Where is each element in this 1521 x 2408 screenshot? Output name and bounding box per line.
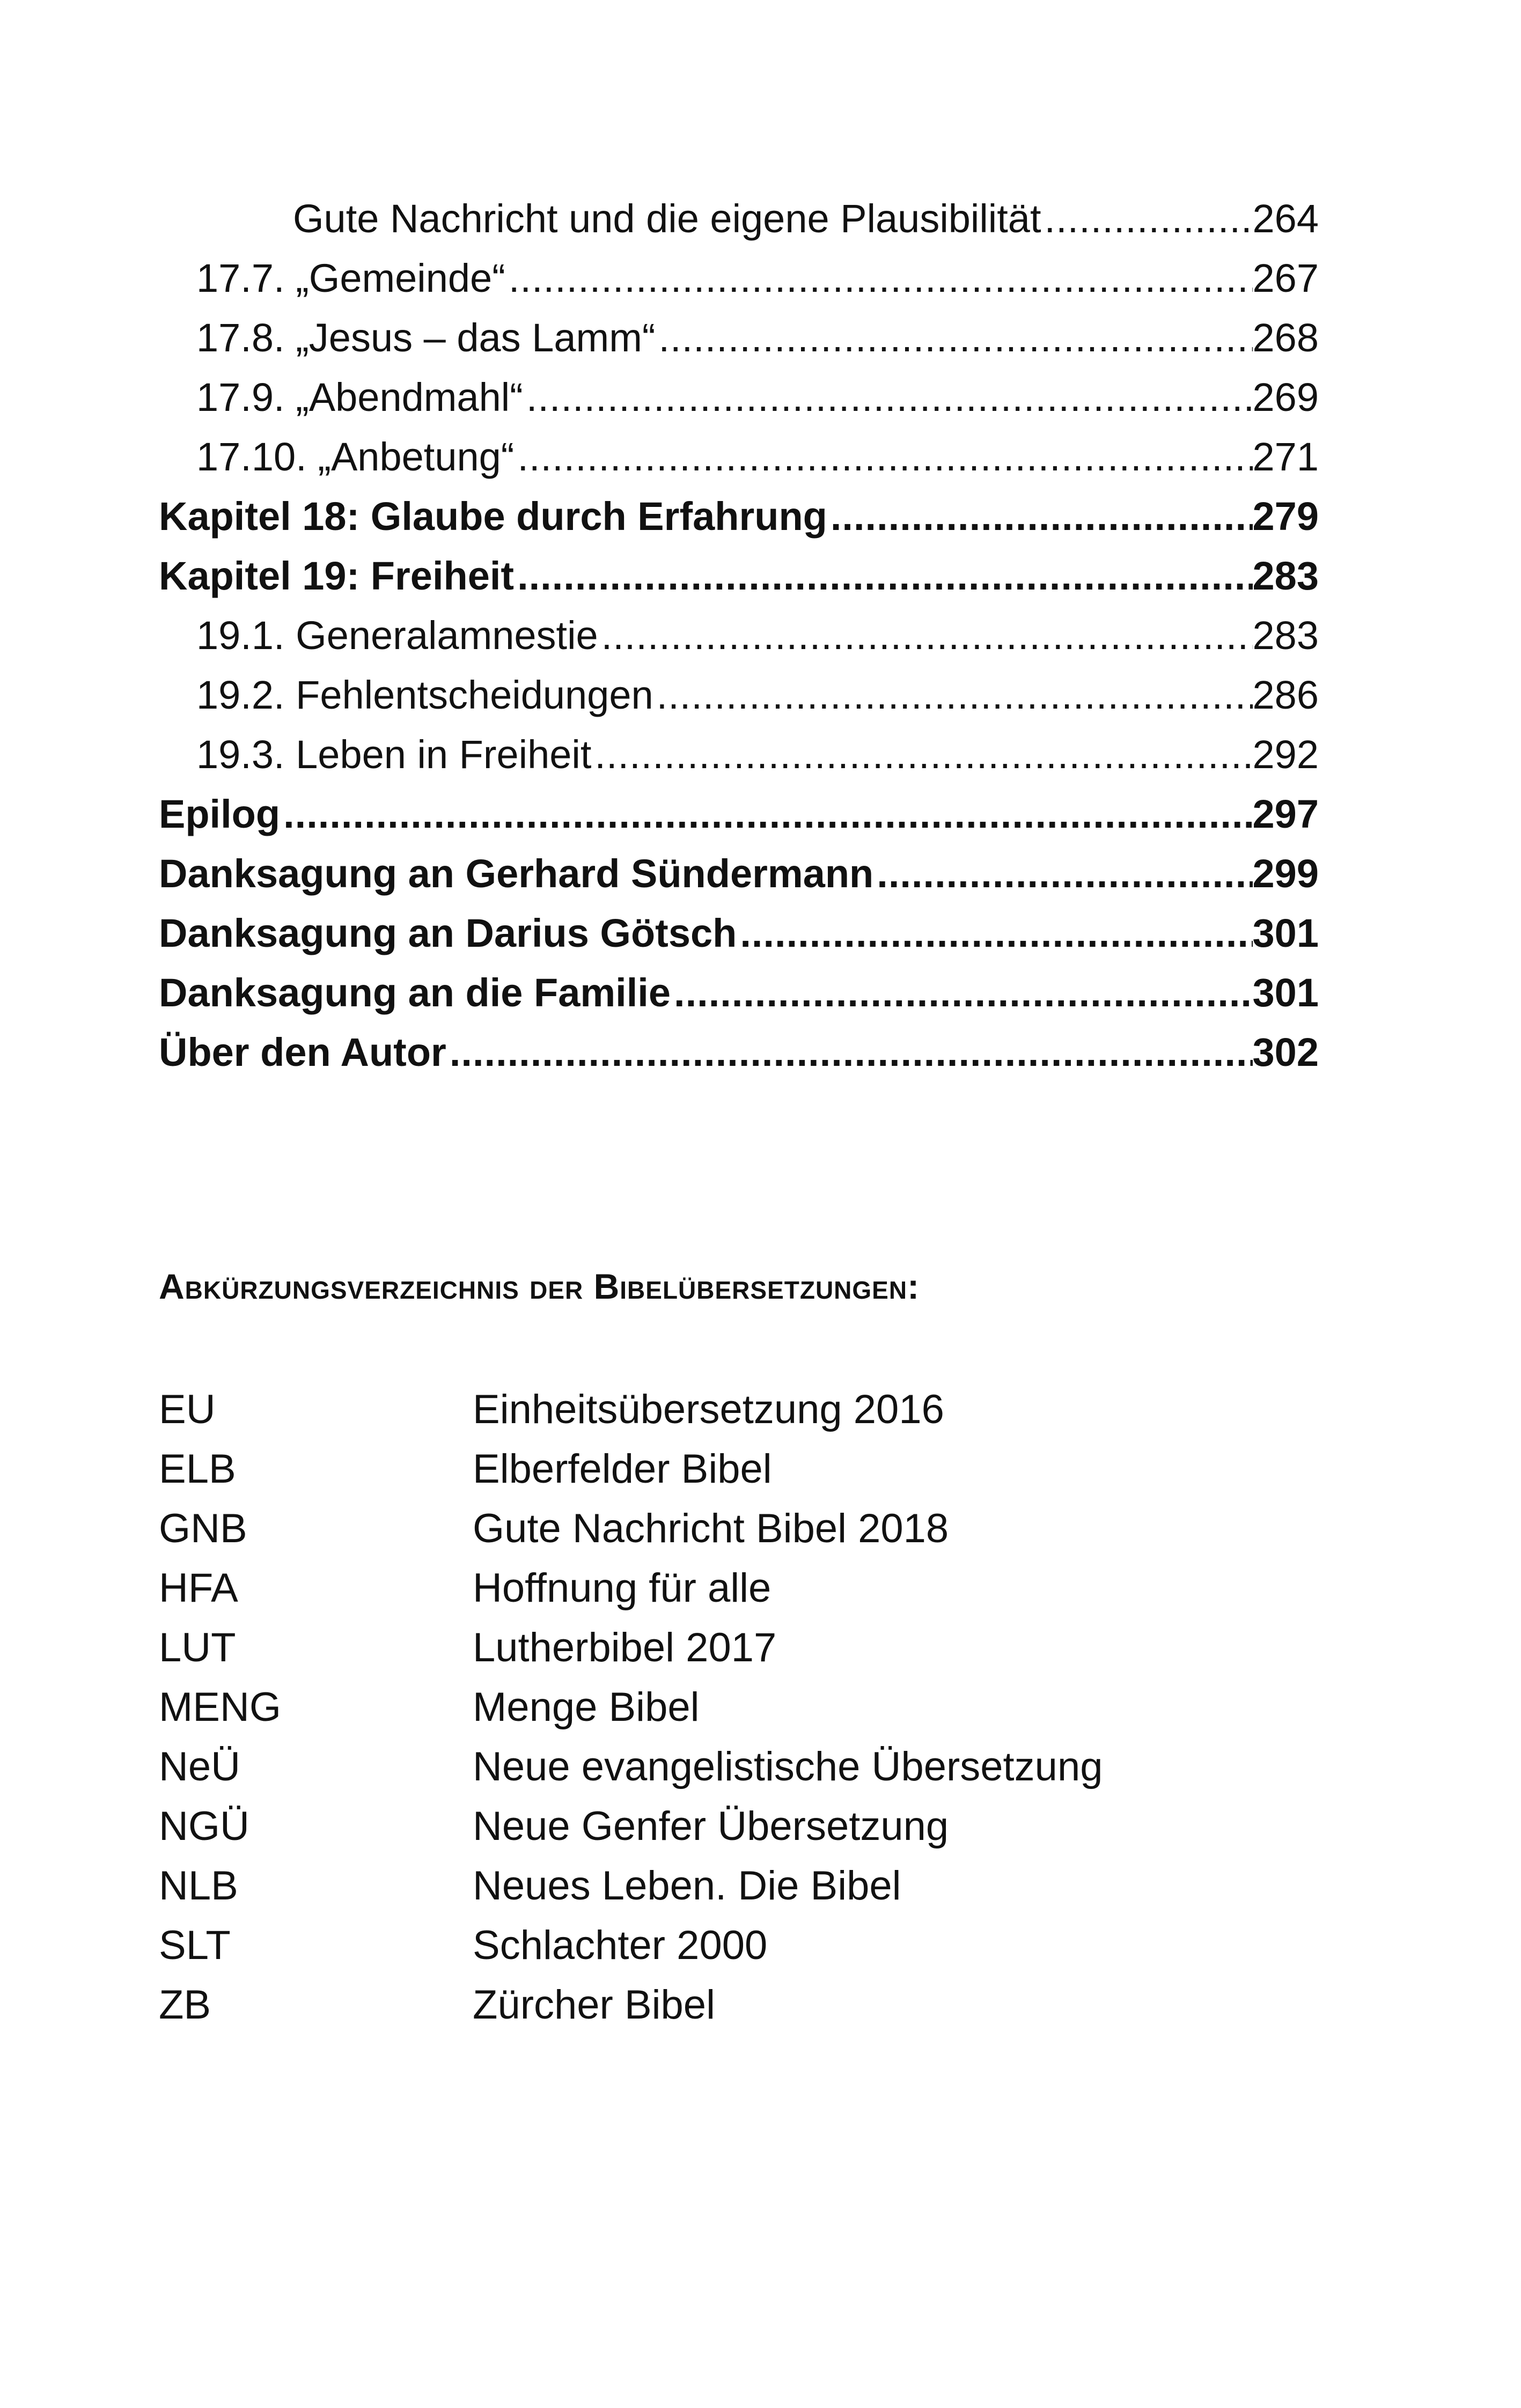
abbreviation-row <box>159 1916 1319 1975</box>
toc-entry-title: 17.9. „Abendmahl“ <box>196 374 523 419</box>
abbreviation-row <box>159 1737 1319 1796</box>
toc-entry-title: 17.7. „Gemeinde“ <box>196 255 505 300</box>
toc-dot-leader <box>827 497 1253 536</box>
toc-entry-page: 297 <box>1252 791 1319 836</box>
toc-entry-page: 302 <box>1252 1029 1319 1074</box>
toc-entry <box>159 308 1319 367</box>
toc-entry-page: 286 <box>1252 672 1319 717</box>
abbreviation-name: Menge Bibel <box>473 1684 700 1730</box>
toc-entry-title: 17.8. „Jesus – das Lamm“ <box>196 315 656 360</box>
toc-dot-leader <box>514 437 1252 477</box>
toc-chapter <box>159 1022 1319 1082</box>
toc-dot-leader <box>514 556 1252 596</box>
toc-entry-title: 17.10. „Anbetung“ <box>196 434 515 479</box>
toc-entry-page: 279 <box>1252 494 1319 539</box>
toc-entry-page: 268 <box>1252 315 1319 360</box>
toc-dot-leader <box>655 318 1252 358</box>
abbreviation-name: Schlachter 2000 <box>473 1923 768 1968</box>
toc-entry-page: 267 <box>1252 255 1319 300</box>
abbreviation-row <box>159 1558 1319 1618</box>
abbreviation-name: Neue evangelistische Übersetzung <box>473 1744 1103 1790</box>
abbreviation-code: NGÜ <box>159 1803 249 1849</box>
abbreviation-code: MENG <box>159 1684 281 1730</box>
abbreviation-code: NLB <box>159 1863 238 1909</box>
toc-entry-title: 19.1. Generalamnestie <box>196 613 598 658</box>
toc-dot-leader <box>280 794 1252 834</box>
abbreviation-code: LUT <box>159 1625 236 1670</box>
toc-entry-page: 271 <box>1252 434 1319 479</box>
toc-entry <box>159 665 1319 725</box>
toc-entry-title: Kapitel 19: Freiheit <box>159 553 515 598</box>
table-of-contents <box>159 189 1319 1082</box>
abbreviation-row <box>159 1796 1319 1856</box>
abbreviation-code: NeÜ <box>159 1744 241 1790</box>
toc-entry-title: Gute Nachricht und die eigene Plausibilität <box>293 196 1041 241</box>
toc-dot-leader <box>523 378 1253 417</box>
toc-entry-title: 19.3. Leben in Freiheit <box>196 732 592 777</box>
toc-entry-title: Über den Autor <box>159 1029 446 1074</box>
toc-dot-leader <box>598 616 1253 656</box>
toc-chapter <box>159 487 1319 546</box>
abbreviations-heading: Abkürzungsverzeichnis der Bibelübersetzungen: <box>159 1266 920 1306</box>
toc-chapter <box>159 963 1319 1022</box>
toc-dot-leader <box>591 735 1252 775</box>
abbreviation-name: Gute Nachricht Bibel 2018 <box>473 1506 949 1551</box>
abbreviation-row <box>159 1975 1319 2035</box>
abbreviation-code: EU <box>159 1387 216 1432</box>
toc-entry-page: 283 <box>1252 613 1319 658</box>
toc-dot-leader <box>873 854 1252 894</box>
toc-entry <box>159 427 1319 487</box>
toc-entry <box>159 725 1319 784</box>
toc-entry-title: Danksagung an Gerhard Sündermann <box>159 851 874 896</box>
toc-entry-page: 299 <box>1252 851 1319 896</box>
toc-entry-page: 269 <box>1252 374 1319 419</box>
toc-entry-title: Danksagung an Darius Götsch <box>159 910 737 955</box>
toc-entry <box>159 248 1319 308</box>
toc-chapter <box>159 903 1319 963</box>
toc-dot-leader <box>671 973 1253 1013</box>
abbreviation-row <box>159 1499 1319 1558</box>
toc-entry-title: Kapitel 18: Glaube durch Erfahrung <box>159 494 827 539</box>
toc-chapter <box>159 546 1319 606</box>
abbreviation-row <box>159 1618 1319 1677</box>
abbreviation-code: SLT <box>159 1923 231 1968</box>
toc-entry <box>159 189 1319 248</box>
toc-entry <box>159 606 1319 665</box>
abbreviations-list <box>159 1380 1319 2035</box>
toc-entry-title: 19.2. Fehlentscheidungen <box>196 672 653 717</box>
abbreviation-code: ZB <box>159 1982 211 2028</box>
abbreviation-row <box>159 1856 1319 1916</box>
toc-chapter <box>159 784 1319 844</box>
toc-entry-page: 292 <box>1252 732 1319 777</box>
toc-dot-leader <box>1041 199 1253 239</box>
toc-entry-title: Epilog <box>159 791 281 836</box>
abbreviation-name: Hoffnung für alle <box>473 1565 771 1611</box>
toc-entry-title: Danksagung an die Familie <box>159 970 671 1015</box>
toc-entry-page: 301 <box>1252 970 1319 1015</box>
toc-chapter <box>159 844 1319 903</box>
toc-entry-page: 264 <box>1252 196 1319 241</box>
abbreviation-name: Einheitsübersetzung 2016 <box>473 1387 944 1432</box>
toc-entry-page: 283 <box>1252 553 1319 598</box>
abbreviation-row <box>159 1439 1319 1499</box>
abbreviation-row <box>159 1380 1319 1439</box>
toc-dot-leader <box>446 1033 1253 1072</box>
toc-entry <box>159 367 1319 427</box>
abbreviation-code: ELB <box>159 1446 236 1492</box>
abbreviation-name: Lutherbibel 2017 <box>473 1625 777 1670</box>
abbreviation-name: Neue Genfer Übersetzung <box>473 1803 949 1849</box>
toc-entry-page: 301 <box>1252 910 1319 955</box>
toc-dot-leader <box>737 914 1252 953</box>
abbreviation-name: Neues Leben. Die Bibel <box>473 1863 901 1909</box>
abbreviation-row <box>159 1677 1319 1737</box>
abbreviation-code: GNB <box>159 1506 247 1551</box>
toc-dot-leader <box>653 675 1253 715</box>
abbreviation-code: HFA <box>159 1565 238 1611</box>
toc-dot-leader <box>505 259 1253 298</box>
abbreviation-name: Zürcher Bibel <box>473 1982 715 2028</box>
abbreviation-name: Elberfelder Bibel <box>473 1446 772 1492</box>
